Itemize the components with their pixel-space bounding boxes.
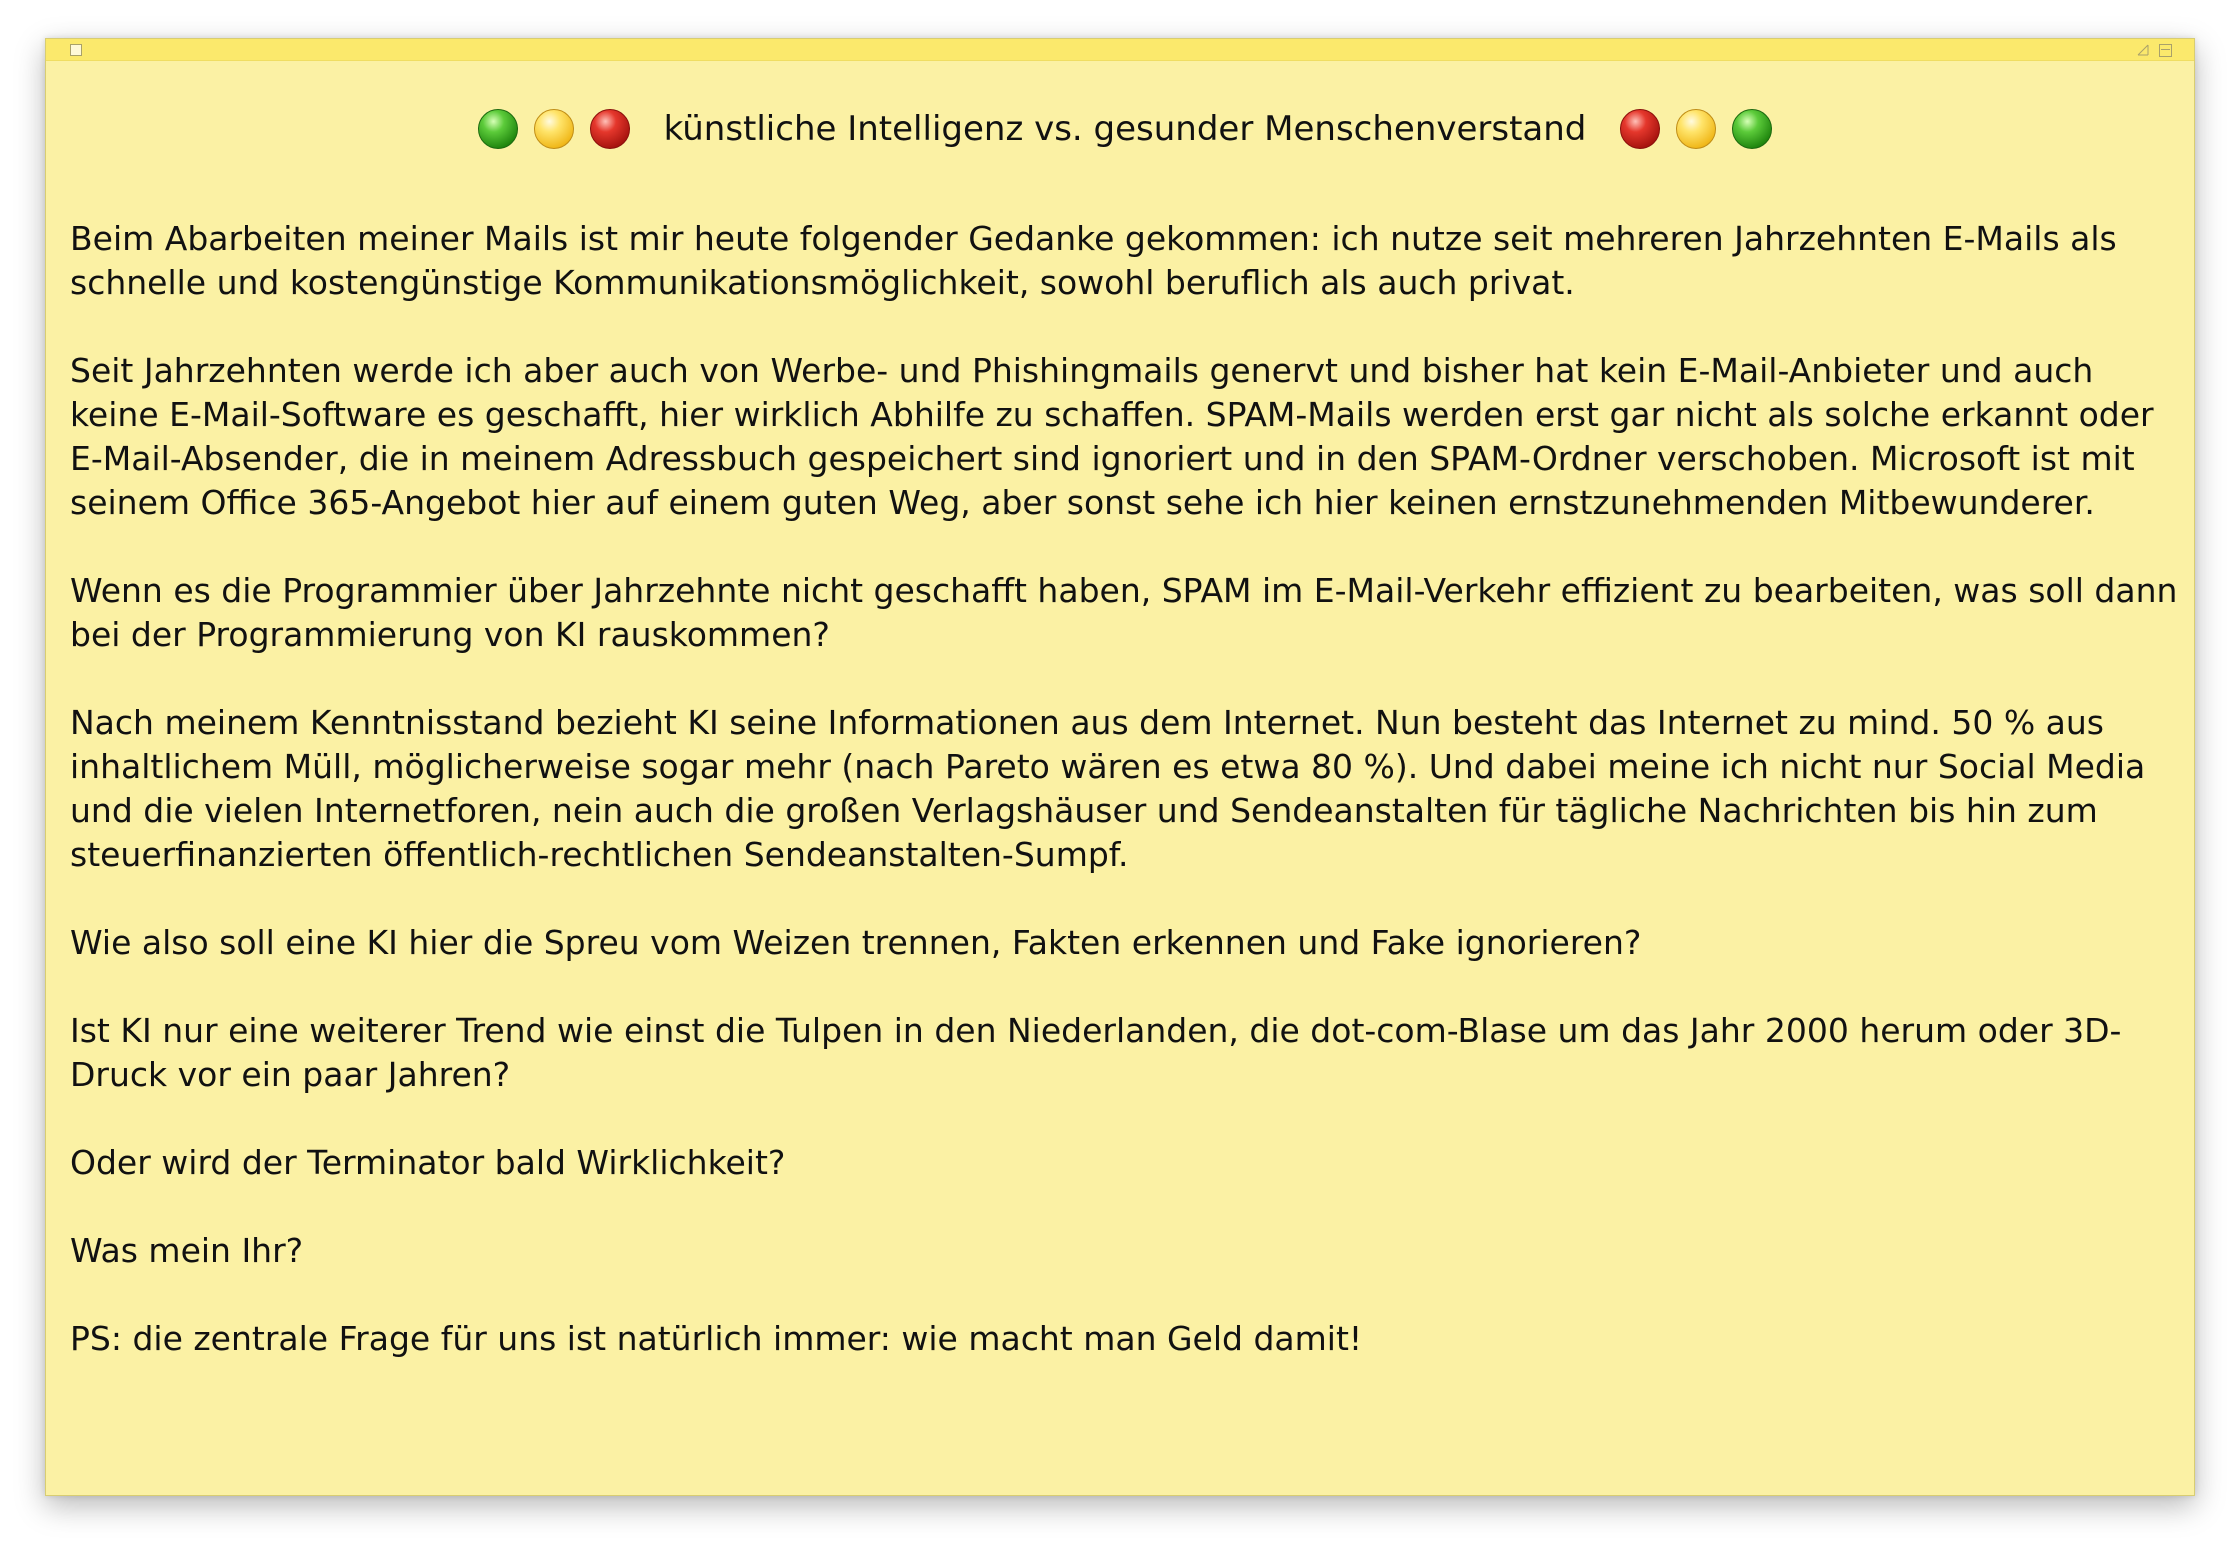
red-ball-icon [1620,109,1660,149]
paragraph-9: PS: die zentrale Frage für uns ist natürlich immer: wie macht man Geld damit! [70,1319,1363,1358]
green-ball-icon [478,109,518,149]
paragraph-5: Wie also soll eine KI hier die Spreu vom Weizen trennen, Fakten erkennen und Fake ignorieren? [70,923,1642,962]
collapse-icon[interactable] [2159,44,2172,57]
paragraph-4: Nach meinem Kenntnisstand bezieht KI seine Informationen aus dem Internet. Nun besteht das Internet zu mind. 50 % aus inhaltlichem Müll, möglicherweise sogar mehr (nach Pareto wären es etwa 80 %). Und dabei meine ich nicht nur Social Media und die vielen Internetforen, nein auch die großen Verlagshäuser und Sendeanstalten für tägliche Nachrichten bis hin zum steuerfinanzierten öffentlich-rechtlichen Sendeanstalten-Sumpf. [70,703,2146,874]
note-titlebar[interactable] [46,39,2194,61]
paragraph-1: Beim Abarbeiten meiner Mails ist mir heute folgender Gedanke gekommen: ich nutze seit mehreren Jahrzehnten E-Mails als schnelle und kostengünstige Kommunikationsmöglichkeit, sowohl beruflich als auch privat. [70,219,2117,302]
zoom-icon[interactable] [2136,43,2150,57]
paragraph-3: Wenn es die Programmier über Jahrzehnte nicht geschafft haben, SPAM im E-Mail-Verkehr effizient zu bearbeiten, was soll dann bei der Programmierung von KI rauskommen? [70,571,2178,654]
paragraph-7: Oder wird der Terminator bald Wirklichkeit? [70,1143,786,1182]
paragraph-2: Seit Jahrzehnten werde ich aber auch von Werbe- und Phishingmails genervt und bisher hat kein E-Mail-Anbieter und auch keine E-Mail-Software es geschafft, hier wirklich Abhilfe zu schaffen. SPAM-Mails werden erst gar nicht als solche erkannt oder E-Mail-Absender, die in meinem Adressbuch gespeichert sind ignoriert und in den SPAM-Ordner verschoben. Microsoft ist mit seinem Office 365-Angebot hier auf einem guten Weg, aber sonst sehe ich hier keinen ernstzunehmenden Mitbewunderer. [70,351,2154,522]
green-ball-icon [1732,109,1772,149]
close-icon[interactable] [70,44,82,56]
note-title: künstliche Intelligenz vs. gesunder Menschenverstand [663,109,1587,149]
yellow-ball-icon [1676,109,1716,149]
red-ball-icon [590,109,630,149]
note-content[interactable] [70,99,2180,1405]
sticky-note-window[interactable] [45,38,2195,1496]
note-heading [70,99,2180,159]
paragraph-8: Was mein Ihr? [70,1231,304,1270]
paragraph-6: Ist KI nur eine weiterer Trend wie einst die Tulpen in den Niederlanden, die dot-com-Blase um das Jahr 2000 herum oder 3D-Druck vor ein paar Jahren? [70,1011,2122,1094]
yellow-ball-icon [534,109,574,149]
